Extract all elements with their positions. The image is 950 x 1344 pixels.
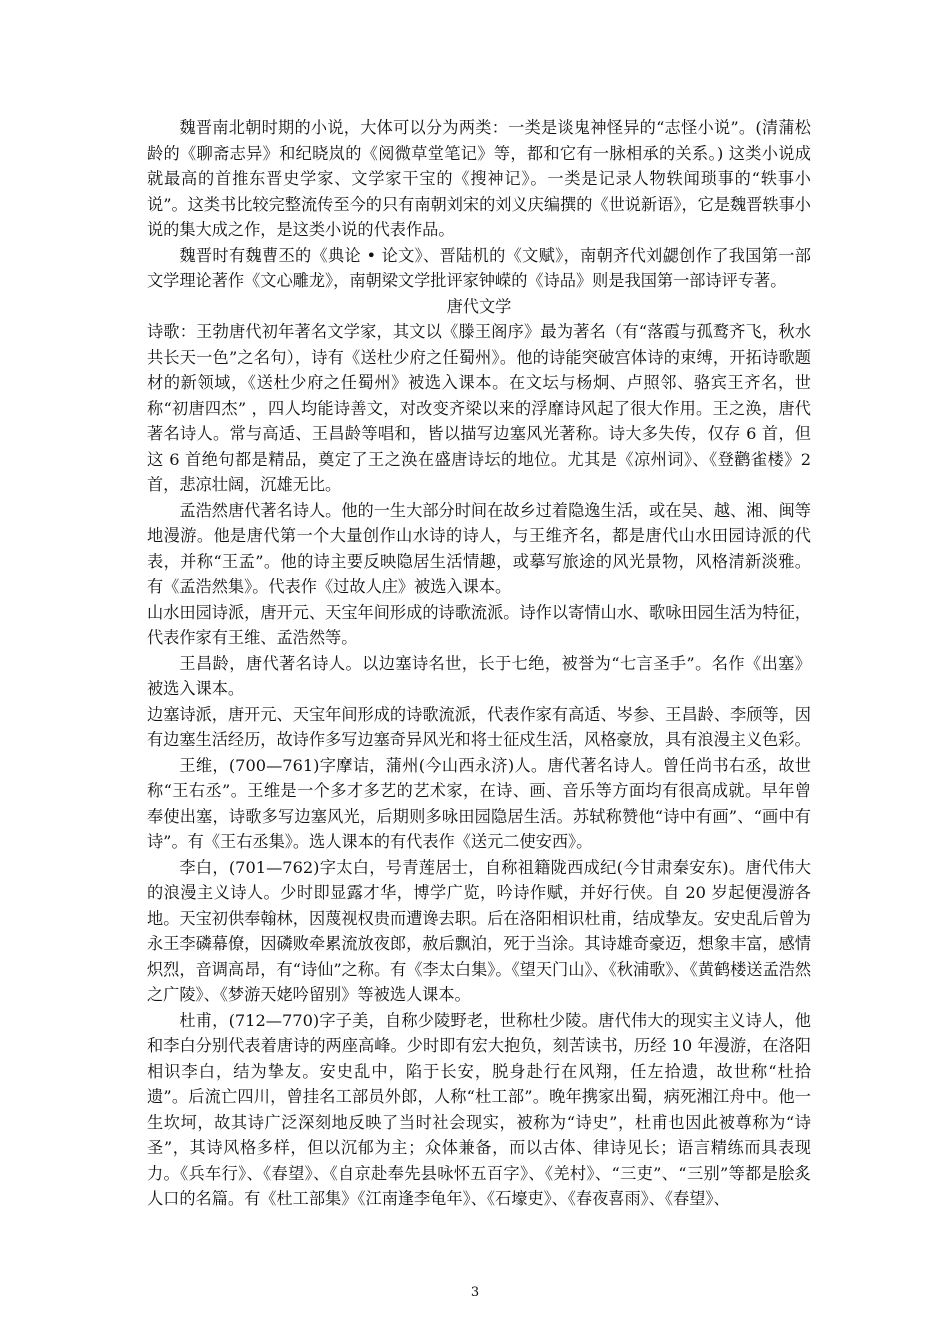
page-number: 3 [470,1285,480,1300]
paragraph-libai: 李白，(701—762)字太白，号青莲居士，自称祖籍陇西成纪(今甘肃秦安东)。唐代伟大的浪漫主义诗人。少时即显露才华，博学广览，吟诗作赋，并好行侠。自 20 岁起便漫游各地。天宝初供奉翰林，因蔑视权贵而遭谗去职。后在洛阳相识杜甫，结成挚友。安史乱后曾为永王李磷幕僚，因磷败牵累流放夜郎，赦后飘泊，死于当涂。其诗雄奇豪迈，想象丰富，感情炽烈，音调高昂，有“诗仙”之称。有《李太白集》。《望天门山》、《秋浦歌》、《黄鹤楼送孟浩然之广陵》、《梦游天姥吟留别》等被选人课本。 [147,857,812,1004]
paragraph-wangwei: 王维，(700—761)字摩诘，蒲州(今山西永济)人。唐代著名诗人。曾任尚书右丞，故世称“王右丞”。王维是一个多才多艺的艺术家，在诗、画、音乐等方面均有很高成就。早年曾奉使出塞，诗歌多写边塞风光，后期则多咏田园隐居生活。苏轼称赞他“诗中有画”、“画中有诗”。有《王右丞集》。选人课本的有代表作《送元二使安西》。 [147,755,811,851]
paragraph-poetry-wangbo: 诗歌：王勃唐代初年著名文学家，其文以《滕王阁序》最为著名（有“落霞与孤鹜齐飞，秋水共长天一色”之名句），诗有《送杜少府之任蜀州》。他的诗能突破宫体诗的束缚，开拓诗歌题材的新领域，《送杜少府之任蜀州》被选入课本。在文坛与杨炯、卢照邻、骆宾王齐名，世称“初唐四杰” ，四人均能诗善文，对改变齐梁以来的浮靡诗风起了很大作用。王之涣，唐代著名诗人。常与高适、王昌龄等唱和，皆以描写边塞风光著称。诗大多失传，仅存 6 首，但这 6 首绝句都是精品，奠定了王之涣在盛唐诗坛的地位。尤其是《凉州词》、《登鹳雀楼》2 首，悲凉壮阔，沉雄无比。 [147,322,811,494]
document-body [147,115,811,1212]
paragraph-dufu: 杜甫，(712—770)字子美，自称少陵野老，世称杜少陵。唐代伟大的现实主义诗人，他和李白分别代表着唐诗的两座高峰。少时即有宏大抱负，刻苦读书，历经 10 年漫游，在洛阳相识李白，结为挚友。安史乱中，陷于长安，脱身赴行在风翔，任左拾遗，故世称“杜拾遗”。后流亡四川，曾挂名工部员外郎，人称“杜工部”。晚年携家出蜀，病死湘江舟中。他一生坎坷，故其诗广泛深刻地反映了当时社会现实，被称为“诗史”，杜甫也因此被尊称为“诗圣”，其诗风格多样，但以沉郁为主；众体兼备，而以古体、律诗见长；语言精练而具表现力。《兵车行》、《春望》、《自京赴奉先县咏怀五百字》、《羌村》、“三吏”、“三别”等都是脍炙人口的名篇。有《杜工部集》《江南逢李龟年》、《石壕吏》、《春夜喜雨》、《春望》、 [147,1010,811,1208]
paragraph-pastoral-school: 山水田园诗派，唐开元、天宝年间形成的诗歌流派。诗作以寄情山水、歌咏田园生活为特征，代表作家有王维、孟浩然等。 [147,602,811,647]
paragraph-weijin-theory: 魏晋时有魏曹丕的《典论 • 论文》、晋陆机的《文赋》，南朝齐代刘勰创作了我国第一部文学理论著作《文心雕龙》，南朝梁文学批评家钟嵘的《诗品》则是我国第一部诗评专著。 [147,245,811,290]
section-heading-tang-literature: 唐代文学 [446,296,512,316]
paragraph-weijin-novels: 魏晋南北朝时期的小说，大体可以分为两类：一类是谈鬼神怪异的“志怪小说”。(清蒲松龄的《聊斋志异》和纪晓岚的《阅微草堂笔记》等，都和它有一脉相承的关系。) 这类小说成就最高的首推东晋史学家、文学家干宝的《搜神记》。一类是记录人物轶闻琐事的“轶事小说”。这类书比较完整流传至今的只有南朝刘宋的刘义庆编撰的《世说新语》，它是魏晋轶事小说的集大成之作，是这类小说的代表作品。 [147,118,811,239]
paragraph-frontier-school: 边塞诗派，唐开元、天宝年间形成的诗歌流派，代表作家有高适、岑参、王昌龄、李颀等，因有边塞生活经历，故诗作多写边塞奇异风光和将士征戍生活，风格豪放，具有浪漫主义色彩。 [147,704,811,749]
paragraph-menghaoran: 孟浩然唐代著名诗人。他的一生大部分时间在故乡过着隐逸生活，或在吴、越、湘、闽等地漫游。他是唐代第一个大量创作山水诗的诗人，与王维齐名，都是唐代山水田园诗派的代表，并称“王孟”。他的诗主要反映隐居生活情趣，或摹写旅途的风光景物，风格清新淡雅。有《孟浩然集》。代表作《过故人庄》被选入课本。 [147,500,811,596]
paragraph-wangchangling: 王昌龄，唐代著名诗人。以边塞诗名世，长于七绝，被誉为“七言圣手”。名作《出塞》被选入课本。 [147,653,811,698]
